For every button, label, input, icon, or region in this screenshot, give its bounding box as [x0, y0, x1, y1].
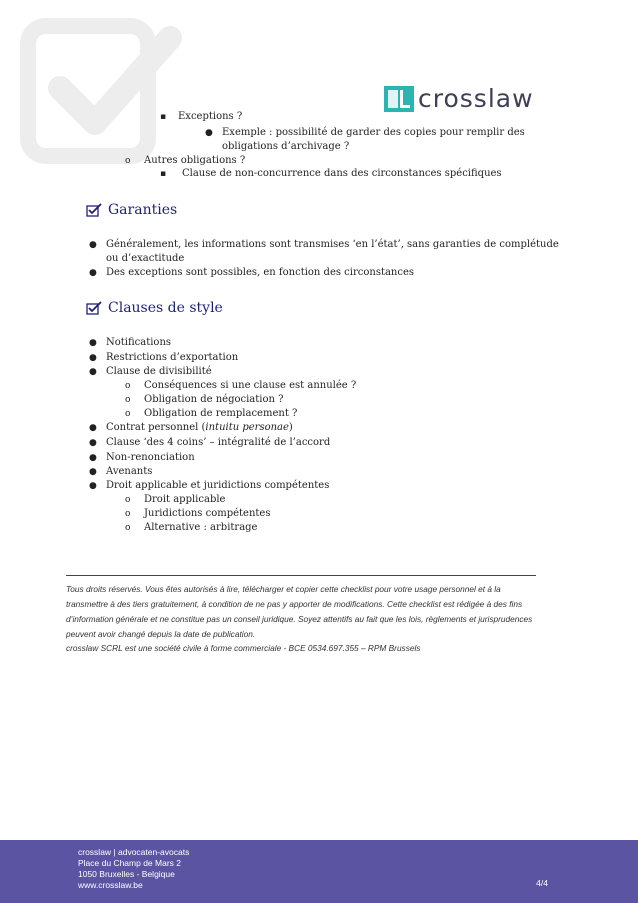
section-title: Garanties [108, 202, 178, 218]
company-legal-text: crosslaw SCRL est une société civile à forme commerciale - BCE 0534.697.355 – RPM Brussels [66, 643, 421, 653]
list-item-text: Notifications [106, 337, 172, 348]
footer-address: Place du Champ de Mars 2 [78, 858, 181, 868]
list-item [125, 507, 271, 521]
list-item-text: obligations d’archivage ? [222, 141, 350, 152]
list-item [205, 126, 525, 140]
list-item [89, 436, 331, 450]
list-item-text: Autres obligations ? [144, 155, 246, 166]
list-item [89, 465, 153, 479]
bullet-icon: ● [89, 453, 97, 463]
section-heading-clauses [86, 299, 223, 317]
footer-city: 1050 Bruxelles - Belgique [78, 869, 175, 879]
list-item-text: Clause de divisibilité [106, 366, 212, 377]
disclaimer-text: Tous droits réservés. Vous êtes autorisés à lire, télécharger et copier cette checklist pour votre usage personnel et à la transmettre à des tiers gratuitement, à condition de ne pas y apporter de modifications. Cette checklist est rédigée à des fins d’information générale et ne constitue pas un conseil juridique. Soyez attentifs au fait que les lois, règlements et jurisprudences peuvent avoir changé depuis la date de publication. [66, 584, 533, 639]
list-item-text: Droit applicable [144, 494, 226, 505]
page-number: 4/4 [536, 878, 548, 888]
section-heading-garanties [86, 201, 177, 219]
list-item [125, 379, 357, 393]
bullet-icon: ● [89, 438, 97, 448]
list-item-text: Exemple : possibilité de garder des copies pour remplir des [222, 127, 525, 138]
cl-logo-icon [384, 86, 414, 112]
footer-company: crosslaw | advocaten-avocats [78, 847, 190, 857]
footer-website-link[interactable]: www.crosslaw.be [78, 880, 143, 890]
crosslaw-logo [384, 86, 534, 112]
list-item-continuation [106, 252, 184, 266]
list-item [89, 351, 239, 365]
list-item-continuation [222, 140, 349, 154]
logo-text: crosslaw [418, 84, 534, 113]
list-item-text: Obligation de négociation ? [144, 394, 284, 405]
bullet-icon: ● [205, 128, 213, 138]
list-item [89, 421, 293, 435]
footnote-divider [66, 575, 536, 576]
list-item [125, 493, 226, 507]
list-item-text-italic: intuitu personae [205, 422, 289, 433]
bullet-icon: ● [89, 467, 97, 477]
list-item-text: Contrat personnel ( [106, 422, 206, 433]
bullet-icon: ● [89, 481, 97, 491]
list-item-text: Conséquences si une clause est annulée ? [144, 380, 357, 391]
circle-bullet-icon: o [125, 381, 131, 391]
list-item [125, 407, 298, 421]
list-item [125, 521, 258, 535]
list-item [125, 393, 284, 407]
circle-bullet-icon: o [125, 495, 131, 505]
bullet-icon: ● [89, 338, 97, 348]
circle-bullet-icon: o [125, 409, 131, 419]
bullet-icon: ● [89, 353, 97, 363]
checkbox-icon [86, 301, 102, 315]
list-item [160, 167, 502, 181]
list-item-text: ou d’exactitude [106, 253, 185, 264]
bullet-icon: ● [89, 423, 97, 433]
bullet-icon: ● [89, 367, 97, 377]
circle-bullet-icon: o [125, 509, 131, 519]
list-item-text: Des exceptions sont possibles, en fonction des circonstances [106, 267, 415, 278]
list-item-text: Droit applicable et juridictions compétentes [106, 480, 330, 491]
list-item [89, 238, 559, 252]
list-item [125, 154, 246, 168]
list-item [89, 336, 172, 350]
circle-bullet-icon: o [125, 523, 131, 533]
list-item [89, 479, 330, 493]
list-item [89, 451, 195, 465]
list-item [89, 266, 415, 280]
bullet-icon: ● [89, 268, 97, 278]
list-item [89, 365, 212, 379]
list-item-text: Avenants [106, 466, 153, 477]
list-item-text: Clause de non-concurrence dans des circonstances spécifiques [182, 168, 502, 179]
checkbox-icon [86, 203, 102, 217]
square-bullet-icon: ▪ [160, 169, 167, 179]
square-bullet-icon: ▪ [160, 112, 167, 122]
list-item [160, 110, 243, 124]
list-item-text: Non-renonciation [106, 452, 195, 463]
list-item-text: Clause ‘des 4 coins’ – intégralité de l’accord [106, 437, 331, 448]
bullet-icon: ● [89, 240, 97, 250]
list-item-text: Généralement, les informations sont transmises ‘en l’état’, sans garanties de complétude [106, 239, 559, 250]
circle-bullet-icon: o [125, 395, 131, 405]
checkmark-watermark-icon [20, 18, 185, 172]
section-title: Clauses de style [108, 300, 223, 316]
list-item-text: Alternative : arbitrage [144, 522, 258, 533]
list-item-text: ) [288, 422, 293, 433]
list-item-text: Obligation de remplacement ? [144, 408, 298, 419]
page-footer [0, 840, 638, 903]
list-item-text: Exceptions ? [178, 111, 243, 122]
list-item-text: Restrictions d’exportation [106, 352, 239, 363]
circle-bullet-icon: o [125, 156, 131, 166]
list-item-text: Juridictions compétentes [144, 508, 271, 519]
